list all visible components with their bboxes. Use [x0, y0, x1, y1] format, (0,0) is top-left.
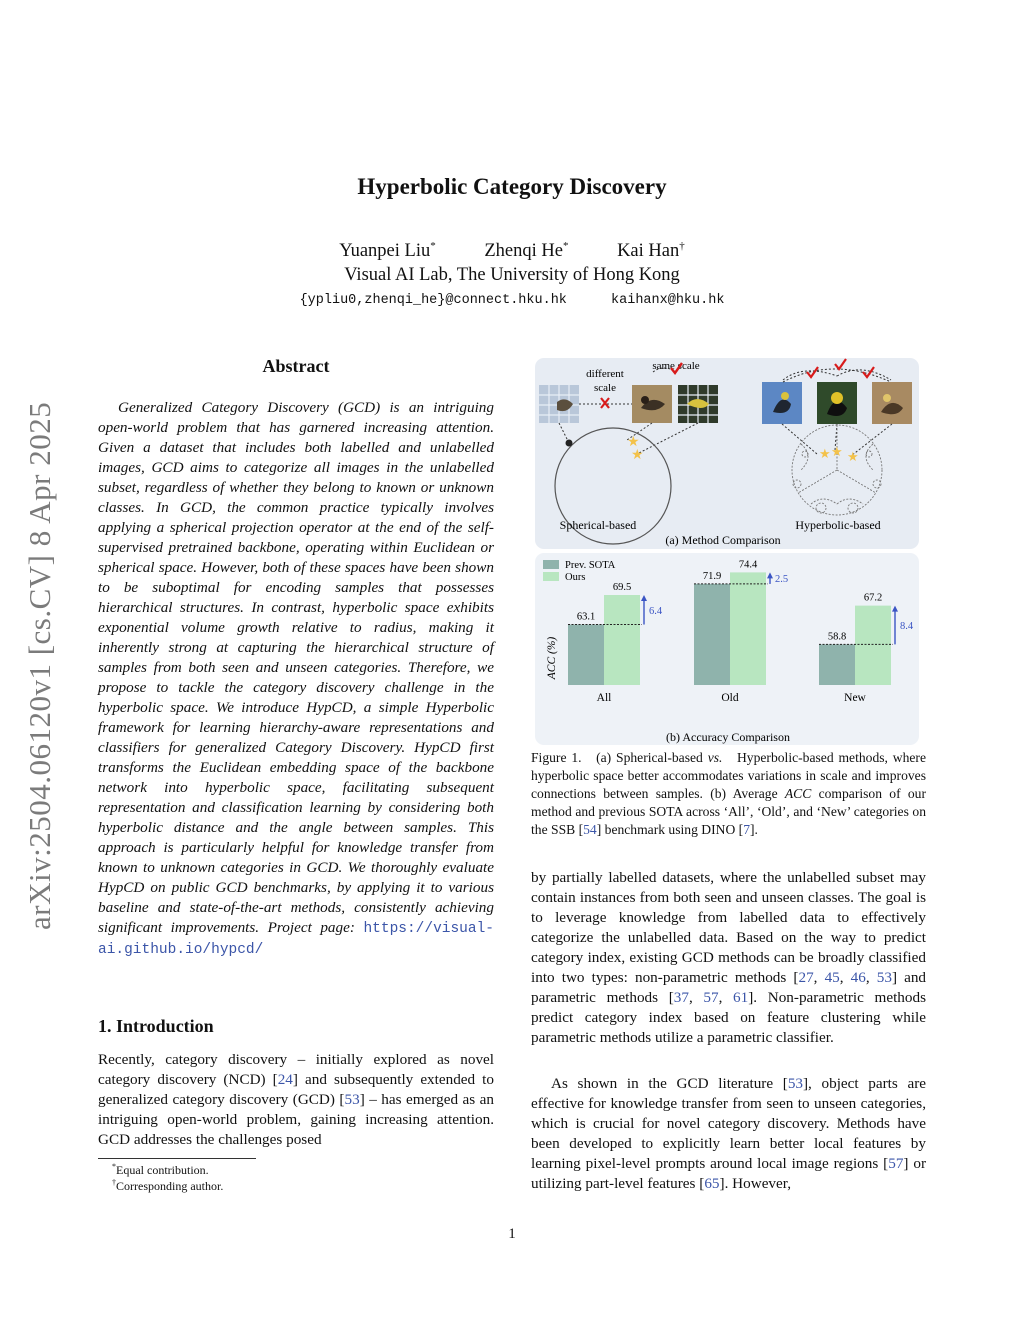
- label-same-scale: same scale: [652, 360, 700, 372]
- label-hyperbolic: Hyperbolic-based: [795, 518, 881, 532]
- star-icon: ★: [831, 444, 843, 459]
- email-2: kaihanx@hku.hk: [611, 293, 725, 308]
- value-label-ours: 69.5: [612, 582, 632, 593]
- figure-1b-panel: [535, 553, 919, 745]
- bird-image-thumb: [872, 382, 912, 424]
- star-icon: ★: [631, 448, 644, 463]
- email-1: {ypliu0,zhenqi_he}@connect.hku.hk: [299, 293, 567, 308]
- gain-label: 8.4: [900, 621, 914, 632]
- paper-title: Hyperbolic Category Discovery: [357, 174, 667, 199]
- citation-link[interactable]: 37: [673, 989, 689, 1006]
- gain-arrow-head: [767, 572, 773, 578]
- cross-icon: [601, 398, 609, 408]
- hyperbolic-disk: [792, 425, 882, 515]
- footnote-rule: [98, 1158, 256, 1159]
- star-icon: ★: [847, 449, 859, 464]
- bar-prev-sota-new: [819, 644, 855, 685]
- bar-prev-sota-all: [568, 625, 604, 685]
- embedding-point: [566, 440, 573, 447]
- citation-link[interactable]: 61: [733, 989, 749, 1006]
- email-list: [0, 293, 1024, 308]
- legend-label-prev-sota: Prev. SOTA: [565, 560, 616, 571]
- value-label-prev-sota: 58.8: [827, 631, 847, 643]
- figure-1a-panel: [535, 358, 919, 549]
- intro-paragraph: Recently, category discovery – initially explored as novel category discovery (NCD) [24] and subsequently extended to generalized category discovery (GCD) [53] – has emerged as an intriguing open-world problem, gaining increasing attention. GCD addresses the challenges posed: [98, 1051, 495, 1148]
- citation-link[interactable]: 54: [583, 822, 597, 837]
- footnote-equal-contribution: *Equal contribution.: [112, 1162, 209, 1177]
- author-3: Kai Han†: [617, 240, 685, 262]
- value-label-ours: 67.2: [863, 592, 883, 604]
- figure-1a-caption: (a) Method Comparison: [665, 533, 781, 547]
- value-label-ours: 74.4: [738, 559, 758, 571]
- figure-1-caption: Figure 1. (a) Spherical-based vs. Hyperbolic-based methods, where hyperbolic space better accommodates variations in scale and improves connections between samples. (b) Average ACC comparison of our method and previous SOTA across ‘All’, ‘Old’, and ‘New’ categories on the SSB [54] benchmark using DINO [7].: [531, 750, 926, 837]
- gain-label: 2.5: [775, 574, 789, 586]
- label-spherical: Spherical-based: [559, 518, 637, 532]
- method-comparison-diagram: [535, 358, 919, 549]
- arxiv-identifier: arXiv:2504.06120v1 [cs.CV] 8 Apr 2025: [22, 401, 57, 930]
- footnote-corresponding-author: †Corresponding author.: [112, 1178, 224, 1193]
- bird-image-thumb: [632, 385, 672, 423]
- citation-link[interactable]: 24: [277, 1071, 293, 1088]
- citation-link[interactable]: 7: [743, 822, 750, 837]
- value-label-prev-sota: 63.1: [576, 611, 596, 623]
- project-page-link[interactable]: https://visual-ai.github.io/hypcd/: [98, 921, 494, 958]
- legend-label-ours: Ours: [565, 572, 586, 583]
- accuracy-bar-chart: [535, 553, 919, 745]
- section-heading-introduction: 1. Introduction: [98, 1016, 214, 1036]
- body-paragraph-1: by partially labelled datasets, where the unlabelled subset may contain instances from both seen and unseen classes. The goal is to leverage knowledge from labelled data to effectively categorize the unlabelled data. Based on the way to predict category index, existing GCD methods can be broadly classified into two types: non-parametric methods [27, 45, 46, 53] and parametric methods [37, 57, 61]. Non-parametric methods predict category index based on feature clustering while parametric methods utilize a parametric classifier.: [531, 869, 927, 1046]
- citation-link[interactable]: 45: [824, 969, 840, 986]
- abstract-text: Generalized Category Discovery (GCD) is an intriguing open-world problem that has garnered increasing attention. Given a dataset that includes both labelled and unlabelled images, GCD aims to categorize all images in the unlabelled subset, regardless of whether they belong to known or unknown classes. In GCD, the common practice typically involves applying a spherical projection operator at the end of the self-supervised pretrained backbone, operating within Euclidean or spherical space. However, both of these spaces have been shown to be suboptimal for encoding samples that possesses hierarchical structures. In contrast, hyperbolic space exhibits exponential volume growth relative to radius, making it inherently strong at capturing the hierarchical structure of samples from both seen and unseen categories. Therefore, we propose to tackle the category discovery challenge in the hyperbolic space. We introduce HypCD, a simple Hyperbolic framework for learning hierarchy-aware representations and classifiers for generalized Category Discovery. HypCD first transforms the Euclidean embedding space of the backbone network into hyperbolic space, facilitating subsequent representation and classification learning by considering both hyperbolic distance and the angle between samples. This approach is particularly helpful for knowledge transfer from known to unknown categories in GCD. We thoroughly evaluate HypCD on public GCD benchmarks, by applying it to various baseline and state-of-the-art methods, consistently achieving significant improvements. Project page:: [98, 399, 494, 936]
- citation-link[interactable]: 53: [876, 969, 892, 986]
- x-tick-label: Old: [721, 692, 739, 704]
- citation-link[interactable]: 57: [703, 989, 719, 1006]
- star-icon: ★: [819, 446, 831, 461]
- bird-image-thumb: [817, 382, 857, 424]
- body-paragraph-2: As shown in the GCD literature [53], object parts are effective for knowledge transfer from seen to unseen categories, which is crucial for novel category discovery. Methods have been developed to explicitly learn better local features by learning pixel-level prompts around local image regions [57] or utilizing part-level features [65]. However,: [531, 1075, 927, 1192]
- citation-link[interactable]: 53: [344, 1091, 360, 1108]
- bar-ours-all: [604, 595, 640, 685]
- figure-1b-caption: (b) Accuracy Comparison: [666, 730, 790, 744]
- gain-arrow-head: [641, 595, 647, 601]
- bar-ours-new: [855, 606, 891, 685]
- gain-arrow-head: [892, 606, 898, 612]
- bird-image-thumb: [762, 382, 802, 424]
- x-tick-label: All: [596, 692, 612, 704]
- citation-link[interactable]: 65: [704, 1175, 720, 1192]
- author-1: Yuanpei Liu*: [339, 240, 436, 262]
- citation-link[interactable]: 53: [787, 1075, 803, 1092]
- abstract-heading: Abstract: [262, 356, 330, 376]
- legend-swatch-ours: [543, 572, 559, 581]
- abstract-body: [98, 398, 494, 960]
- citation-link[interactable]: 46: [850, 969, 866, 986]
- citation-link[interactable]: 27: [798, 969, 814, 986]
- legend-swatch-prev-sota: [543, 560, 559, 569]
- gain-label: 6.4: [649, 605, 663, 617]
- author-2: Zhenqi He*: [484, 240, 569, 262]
- label-different-scale-line2: scale: [594, 382, 616, 394]
- star-icon: ★: [627, 435, 640, 450]
- x-tick-label: New: [844, 692, 866, 704]
- y-axis-label: ACC (%): [546, 636, 558, 680]
- bird-image-grid: [678, 385, 718, 423]
- author-list: [0, 240, 1024, 262]
- label-different-scale-line1: different: [586, 368, 624, 380]
- bar-ours-old: [730, 572, 766, 685]
- bar-prev-sota-old: [694, 584, 730, 685]
- value-label-prev-sota: 71.9: [702, 570, 722, 582]
- bird-image-grid-left: [539, 385, 579, 423]
- affiliation: Visual AI Lab, The University of Hong Kong: [344, 265, 680, 285]
- citation-link[interactable]: 57: [888, 1155, 904, 1172]
- check-icon: [835, 359, 846, 369]
- page-number: 1: [508, 1226, 516, 1242]
- check-icon: [807, 367, 818, 377]
